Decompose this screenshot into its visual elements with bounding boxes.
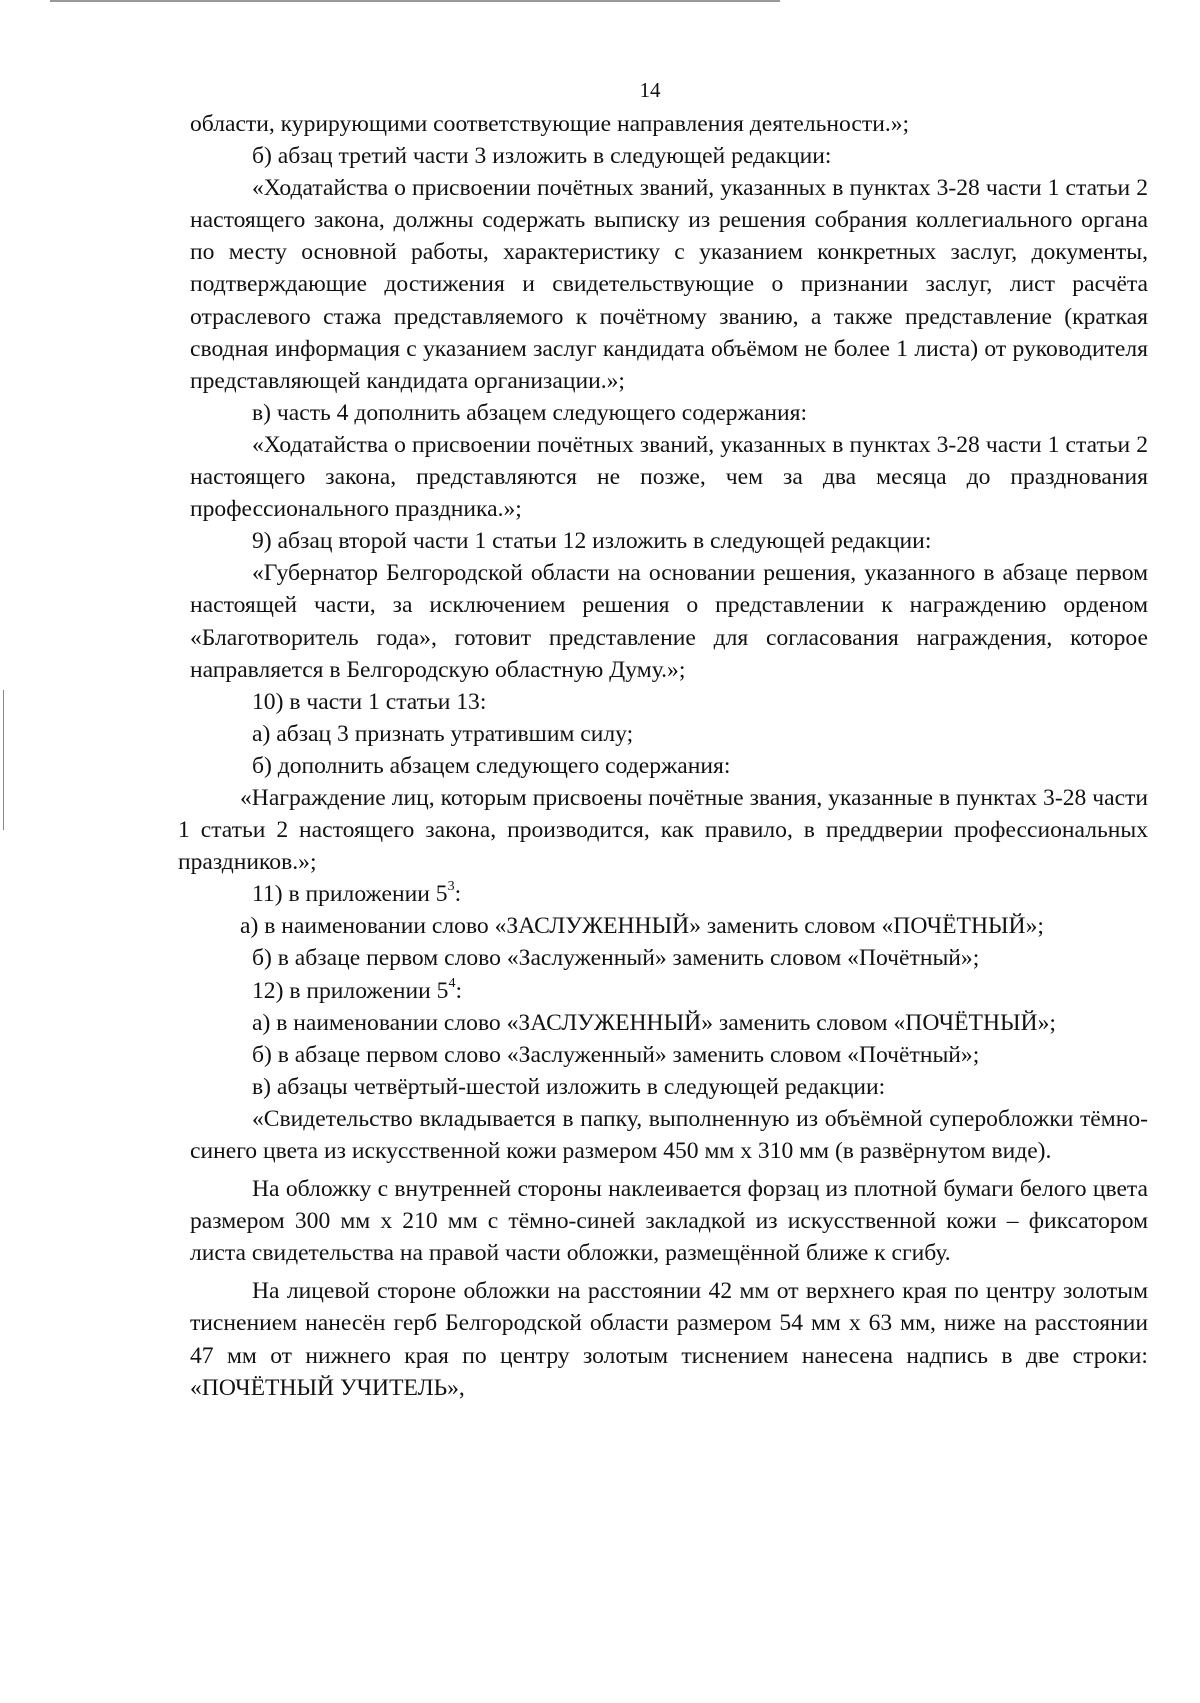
- paragraph: б) дополнить абзацем следующего содержания:: [252, 752, 731, 779]
- paragraph: б) абзац третий части 3 изложить в следующей редакции:: [252, 143, 832, 170]
- paragraph: б) в абзаце первом слово «Заслуженный» заменить словом «Почётный»;: [252, 945, 980, 972]
- document-body: [178, 108, 1148, 1404]
- paragraph: На обложку с внутренней стороны наклеивается форзац из плотной бумаги белого цвета размером 300 мм х 210 мм с тёмно-синей закладкой из искусственной кожи – фиксатором листа свидетельства на правой части обложки, размещённой ближе к сгибу.: [190, 1176, 1148, 1267]
- superscript: 3: [447, 879, 455, 895]
- paragraph: в) часть 4 дополнить абзацем следующего содержания:: [252, 399, 808, 426]
- paragraph: 10) в части 1 статьи 13:: [252, 688, 487, 715]
- paragraph: а) в наименовании слово «ЗАСЛУЖЕННЫЙ» заменить словом «ПОЧЁТНЫЙ»;: [240, 913, 1044, 940]
- paragraph: 12) в приложении $5^4$:: [252, 975, 463, 1004]
- paragraph: 9) абзац второй части 1 статьи 12 изложить в следующей редакции:: [252, 528, 932, 555]
- paragraph: «Свидетельство вкладывается в папку, выполненную из объёмной супероблoжки тёмно-синего цвета из искусственной кожи размером 450 мм х 310 мм (в развёрнутом виде).: [190, 1105, 1148, 1164]
- paragraph: «Губернатор Белгородской области на основании решения, указанного в абзаце первом настоящей части, за исключением решения о представлении к награждению орденом «Благотворитель года», готовит представление для согласования награждения, которое направляется в Белгородскую областную Думу.»;: [190, 560, 1148, 683]
- paragraph: «Награждение лиц, которым присвоены почётные звания, указанные в пунктах 3-28 части 1 статьи 2 настоящего закона, производится, как правило, в преддверии профессиональных праздников.»;: [178, 784, 1148, 876]
- paragraph: «Ходатайства о присвоении почётных званий, указанных в пунктах 3-28 части 1 статьи 2 настоящего закона, представляются не позже, чем за два месяца до празднования профессионального праздника.»;: [190, 431, 1148, 523]
- paragraph: б) в абзаце первом слово «Заслуженный» заменить словом «Почётный»;: [252, 1041, 980, 1068]
- paragraph: «Ходатайства о присвоении почётных званий, указанных в пунктах 3-28 части 1 статьи 2 настоящего закона, должны содержать выписку из решения собрания коллегиального органа по месту основной работы, характеристику с указанием конкретных заслуг, документы, подтверждающие достижения и свидетельствующие о признании заслуг, лист расчёта отраслевого стажа представляемого к почётному званию, а также представление (краткая сводная информация с указанием заслуг кандидата объёмом не более 1 листа) от руководителя представляющей кандидата организации.»;: [190, 175, 1148, 394]
- superscript: 4: [448, 975, 456, 991]
- paragraph: На лицевой стороне обложки на расстоянии 42 мм от верхнего края по центру золотым тиснением нанесён герб Белгородской области размером 54 мм х 63 мм, ниже на расстоянии 47 мм от нижнего края по центру золотым тиснением нанесена надпись в две строки: «ПОЧЁТНЫЙ УЧИТЕЛЬ»,: [190, 1278, 1148, 1401]
- scan-edge-line: [50, 0, 780, 2]
- paragraph: а) в наименовании слово «ЗАСЛУЖЕННЫЙ» заменить словом «ПОЧЁТНЫЙ»;: [252, 1009, 1056, 1036]
- paragraph: в) абзацы четвёртый-шестой изложить в следующей редакции:: [252, 1073, 886, 1100]
- paragraph: а) абзац 3 признать утратившим силу;: [252, 720, 634, 747]
- paragraph: области, курирующими соответствующие направления деятельности.»;: [190, 111, 910, 137]
- paragraph: 11) в приложении $5^3$:: [252, 879, 462, 908]
- scan-edge-mark: [3, 690, 4, 830]
- page-number: 14: [639, 78, 661, 102]
